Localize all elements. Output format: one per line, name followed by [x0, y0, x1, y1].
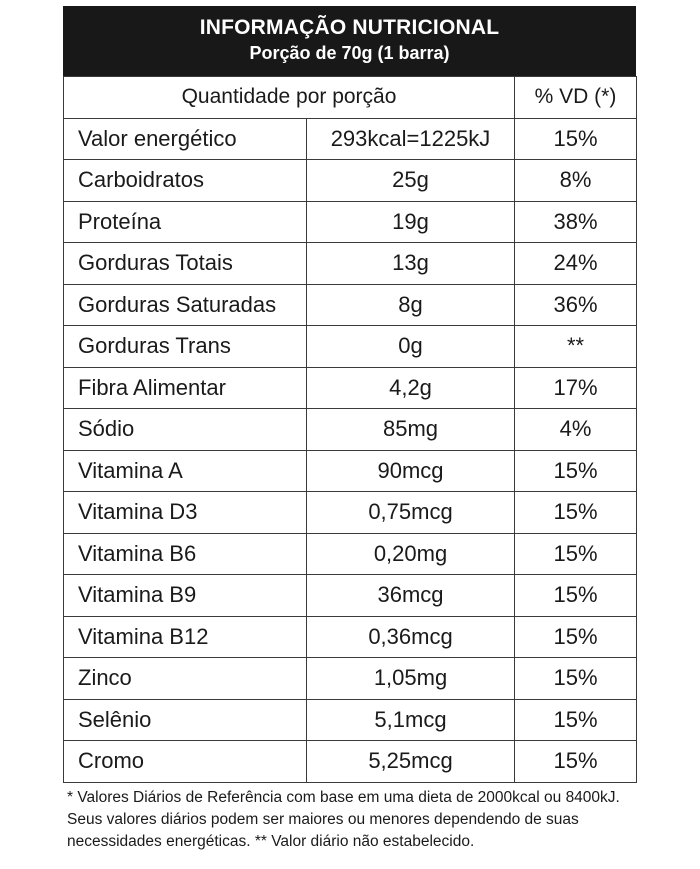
nutrient-name: Zinco: [64, 658, 307, 700]
nutrient-vd: 15%: [515, 450, 637, 492]
nutrition-header: [63, 6, 636, 76]
nutrient-vd: 15%: [515, 533, 637, 575]
nutrient-vd: 17%: [515, 367, 637, 409]
nutrient-rows: [64, 118, 637, 782]
table-row: [64, 118, 637, 160]
table-row: [64, 326, 637, 368]
nutrient-amount: 293kcal=1225kJ: [307, 118, 515, 160]
table-row: [64, 284, 637, 326]
nutrition-table: [63, 76, 637, 783]
nutrient-amount: 0,75mcg: [307, 492, 515, 534]
quantity-header: Quantidade por porção: [64, 77, 515, 119]
serving-size: Porção de 70g (1 barra): [249, 43, 450, 63]
nutrient-amount: 25g: [307, 160, 515, 202]
nutrient-vd: 15%: [515, 616, 637, 658]
nutrient-vd: 4%: [515, 409, 637, 451]
nutrient-vd: 15%: [515, 492, 637, 534]
nutrient-vd: 8%: [515, 160, 637, 202]
footnote: * Valores Diários de Referência com base em uma dieta de 2000kcal ou 8400kJ. Seus valores diários podem ser maiores ou menores dependendo de suas necessidades energéticas. ** Valor diário não estabelecido.: [67, 789, 620, 850]
nutrient-amount: 0,20mg: [307, 533, 515, 575]
nutrient-name: Selênio: [64, 699, 307, 741]
table-row: [64, 160, 637, 202]
table-row: [64, 492, 637, 534]
nutrient-amount: 4,2g: [307, 367, 515, 409]
nutrient-amount: 90mcg: [307, 450, 515, 492]
nutrient-amount: 8g: [307, 284, 515, 326]
nutrient-amount: 0,36mcg: [307, 616, 515, 658]
nutrition-title: INFORMAÇÃO NUTRICIONAL: [199, 16, 500, 39]
table-row: [64, 616, 637, 658]
table-row: [64, 741, 637, 783]
nutrient-amount: 0g: [307, 326, 515, 368]
nutrient-vd: 15%: [515, 575, 637, 617]
nutrient-name: Vitamina B6: [64, 533, 307, 575]
nutrient-amount: 13g: [307, 243, 515, 285]
nutrient-vd: **: [515, 326, 637, 368]
nutrient-name: Sódio: [64, 409, 307, 451]
nutrient-name: Vitamina B9: [64, 575, 307, 617]
table-row: [64, 575, 637, 617]
vd-header: % VD (*): [515, 77, 637, 119]
nutrient-vd: 15%: [515, 658, 637, 700]
nutrient-amount: 36mcg: [307, 575, 515, 617]
table-row: [64, 409, 637, 451]
nutrient-vd: 36%: [515, 284, 637, 326]
nutrient-vd: 15%: [515, 741, 637, 783]
nutrient-amount: 19g: [307, 201, 515, 243]
nutrient-amount: 1,05mg: [307, 658, 515, 700]
table-header-row: [64, 77, 637, 119]
table-row: [64, 243, 637, 285]
table-row: [64, 450, 637, 492]
nutrient-vd: 15%: [515, 118, 637, 160]
nutrient-name: Vitamina D3: [64, 492, 307, 534]
table-row: [64, 367, 637, 409]
nutrient-name: Vitamina A: [64, 450, 307, 492]
nutrient-name: Gorduras Trans: [64, 326, 307, 368]
nutrient-vd: 38%: [515, 201, 637, 243]
nutrient-name: Gorduras Totais: [64, 243, 307, 285]
nutrient-name: Proteína: [64, 201, 307, 243]
nutrient-amount: 5,25mcg: [307, 741, 515, 783]
nutrient-name: Carboidratos: [64, 160, 307, 202]
nutrient-vd: 24%: [515, 243, 637, 285]
nutrient-amount: 85mg: [307, 409, 515, 451]
nutrient-vd: 15%: [515, 699, 637, 741]
nutrient-amount: 5,1mcg: [307, 699, 515, 741]
table-row: [64, 658, 637, 700]
nutrient-name: Cromo: [64, 741, 307, 783]
nutrient-name: Vitamina B12: [64, 616, 307, 658]
nutrient-name: Gorduras Saturadas: [64, 284, 307, 326]
nutrient-name: Valor energético: [64, 118, 307, 160]
table-row: [64, 699, 637, 741]
nutrient-name: Fibra Alimentar: [64, 367, 307, 409]
table-row: [64, 201, 637, 243]
table-row: [64, 533, 637, 575]
nutrition-facts-panel: [63, 6, 636, 783]
